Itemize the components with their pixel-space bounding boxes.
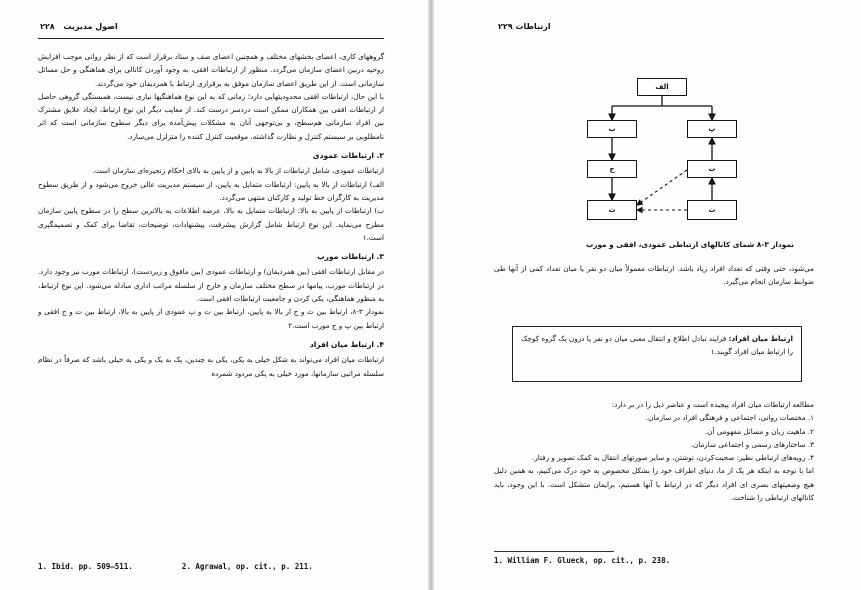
right-page-header <box>494 22 551 31</box>
diagonal-text: در مقابل ارتباطات افقی (بین همردیفان) و ارتباطات عمودی (بین مافوق و زیردست)، ارتباطات مورب نیز وجود دارد. در ارتباطات مورب، پیامها در سطح مختلف سازمان و خارج از سلسله مراتب اداری مبادله می‌شود. این نوع ارتباط، به منظور هماهنگی، یکی کردن و جامعیت ارتباطات افقی است. <box>38 267 384 304</box>
left-footnote-1: 1. Ibid. pp. 509—511. <box>38 562 133 571</box>
left-page-header <box>40 22 384 31</box>
left-paragraph-1: گروههای کاری، اعضای بخشهای مختلف و همچنین اعضای صف و ستاد برقرار است که از نظر روانی موجب افزایش روحیه دربین اعضای سازمان می‌گردد. منظور از ارتباطات افقی، به وجود آوردن کانالی برای هماهنگی و حل مسائل سازمانی است. از این طریق اعضای سازمان موفق به برقراری ارتباط با همردیفان خود می‌گردند. <box>38 52 384 88</box>
left-paragraph-2: با این حال، ارتباطات افقی محدودیتهایی دارد؛ زمانی که به این نوع هماهنگیها نیازی نیست، همبستگی گروهی حاصل از ارتباطات افقی بین همکاران ممکن است دردسر درست کند. از معایب دیگر این نوع ارتباط، ایجاد علایق مشترک بین افراد سازمانی هم‌سطح، و بی‌توجهی آنان به مشکلات پیش‌آمده برای دیگر سطوح سازمانی است که اثر نامطلوبی بر سیستم کنترل و نظارت گذاشته، موقعیت کنترل کننده را متزلزل می‌سازد. <box>38 91 384 141</box>
definition-lead: ارتباط میان افراد: <box>728 334 793 343</box>
diagram-node-right-1: پ <box>687 120 737 138</box>
right-body <box>494 398 814 504</box>
diagram-node-top: الف <box>637 78 687 96</box>
diagram-node-left-3: ث <box>587 200 637 220</box>
vertical-a: الف) ارتباطات از بالا به پایین: ارتباطات متمایل به پایین، از سیستم مدیریت عالی خروج می‌شود و از طریق سطوح مدیریت به کارگران خط تولید و کارکنان منتهی می‌گردد. <box>38 179 384 202</box>
list-item-4: ۴. رویه‌های ارتباطی نظیر: صحبت‌کردن، نوشتن، و سایر صورتهای انتقال به کمک تصویر و رفتار. <box>532 453 814 463</box>
left-footnotes <box>38 562 313 571</box>
left-body <box>38 50 384 380</box>
vertical-intro: ارتباطات عمودی، شامل ارتباطات از بالا به پایین و از پایین به بالای احکام زنجیره‌ای سازمان است. <box>92 166 384 176</box>
left-page-number: ۲۲۸ <box>40 22 55 31</box>
left-page <box>0 0 428 590</box>
heading-vertical: ۲. ارتباطات عمودی <box>312 151 384 161</box>
right-footnote-rule <box>494 551 614 552</box>
connector-diagonal <box>637 170 687 205</box>
definition-box <box>512 326 802 382</box>
list-item-2: ۲. ماهیت زبان و مسائل مفهومی آن. <box>704 426 814 436</box>
list-item-1: ۱. مختصات روانی، اجتماعی و فرهنگی افراد در سازمان. <box>645 413 814 423</box>
right-intro: می‌شود، حتی وقتی که تعداد افراد زیاد باشد. ارتباطات معمولاً میان دو نفر یا میان تعداد کمی از آنها طی ضوابط سازمان انجام می‌گیرد. <box>494 264 814 287</box>
study-intro: مطالعه ارتباطات میان افراد پیچیده است و عناصر ذیل را در بر دارد: <box>611 400 814 409</box>
diagram-node-left-2: ج <box>587 160 637 178</box>
diagram-node-right-3: ث <box>687 200 737 220</box>
left-footnote-2: 2. Agrawal, op. cit., p. 211. <box>181 562 313 571</box>
diagram-caption: نمودار ۳-۸ شمای کانالهای ارتباطی عمودی، افقی و مورب <box>585 240 794 249</box>
heading-interpersonal: ۴. ارتباط میان افراد <box>309 339 384 349</box>
definition-text: فرایند تبادل اطلاع و انتقال معنی میان دو نفر یا درون یک گروه کوچک را ارتباط میان افراد گویند.۱ <box>521 334 793 356</box>
heading-diagonal: ۳. ارتباطات مورب <box>317 252 384 262</box>
list-item-3: ۳. ساختارهای رسمی و اجتماعی سازمان. <box>690 439 814 449</box>
diagram-node-left-1: ب <box>587 120 637 138</box>
right-page <box>434 0 861 590</box>
right-page-number: ۲۲۹ <box>498 22 513 31</box>
communication-diagram <box>582 68 742 230</box>
diagram-node-right-2: ت <box>687 160 737 178</box>
interpersonal-text: ارتباطات میان افراد می‌تواند به شکل خیلی به یکی، یکی به چندین، یک به یک و یکی به خیلی باشد که صرفاً در نظام سلسله مراتبی سازمانها، مورد خیلی به یکی مردود شمرده <box>38 355 384 378</box>
diagonal-ref: نمودار ۳-۸، ارتباط بین ث و ج از بالا به پایین، ارتباط بین ت و پ عمودی از پایین به بالا، ارتباط بین ت و ج افقی و ارتباط بین پ و ج مورب است.۲ <box>38 307 384 330</box>
left-header-rule <box>38 38 384 39</box>
vertical-b: ب) ارتباطات از پایین به بالا: ارتباطات متمایل به بالا، عرضه اطلاعات به بالاترین سطح را در سطوح پایین سازمان مطرح می‌نماید. این نوع ارتباط شامل گزارش پیشرفت، پیشنهادات، توضیحات، تقاضا برای کمک و تصمیمگیری است.۱ <box>38 206 384 242</box>
closing-text: اما با توجه به اینکه هر یک از ما، دنیای اطراف خود را بشکل مخصوص به خود درک می‌کنیم، به همین دلیل هیچ وضعیتهای بصری ای افراد دیگر که در ارتباط با آنها هستیم، برایمان متشکل است. با این وجود، باید کانالهای ارتباطی را شناخت. <box>494 466 814 503</box>
right-header-title: ارتباطات <box>515 22 551 31</box>
right-footnote: 1. William F. Glueck, op. cit., p. 238. <box>494 556 671 565</box>
left-header-title: اصول مدیریت <box>63 22 118 31</box>
